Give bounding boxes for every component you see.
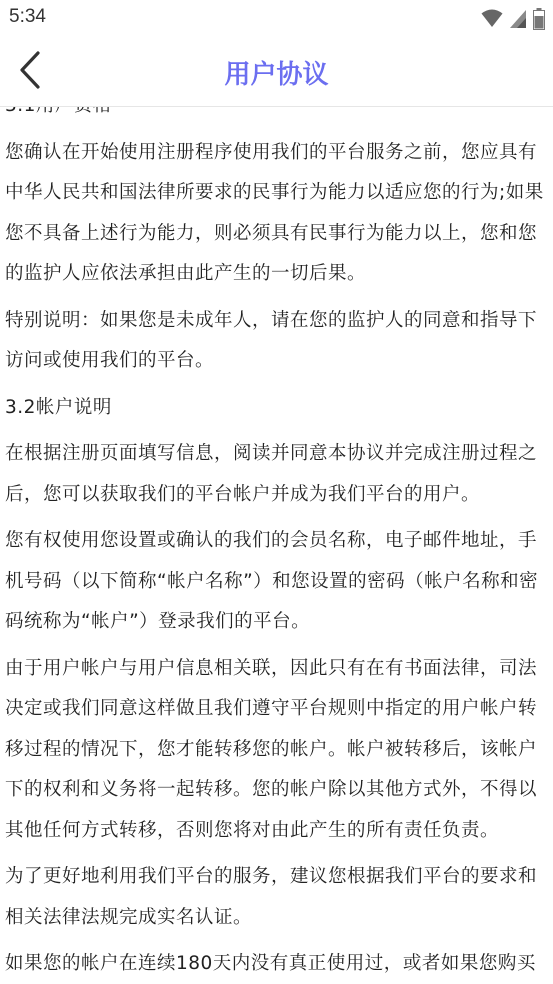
agreement-paragraph: 为了更好地利用我们平台的服务，建议您根据我们平台的要求和相关法律法规完成实名认证。 — [5, 866, 538, 928]
status-bar — [0, 0, 553, 38]
status-icons — [481, 8, 545, 30]
agreement-paragraph: 您确认在开始使用注册程序使用我们的平台服务之前，您应具有中华人民共和国法律所要求的民事行为能力以适应您的行为;如果您不具备上述行为能力，则必须具有民事行为能力以上，您和您的监护人应依法承担由此产生的一切后果。 — [5, 141, 544, 284]
battery-icon — [533, 8, 545, 30]
wifi-icon — [481, 9, 503, 29]
agreement-paragraph: 如果您的帐户在连续180天内没有真正使用过，或者如果您购买 — [5, 953, 536, 974]
agreement-paragraph: 您有权使用您设置或确认的我们的会员名称，电子邮件地址，手机号码（以下简称“帐户名称”）和您设置的密码（帐户名称和密码统称为“帐户”）登录我们的平台。 — [5, 530, 539, 632]
agreement-content[interactable] — [0, 86, 553, 984]
agreement-paragraph: 由于用户帐户与用户信息相关联，因此只有在有书面法律，司法决定或我们同意这样做且我们遵守平台规则中指定的用户帐户转移过程的情况下，您才能转移您的帐户。帐户被转移后，该帐户下的权利和义务将一起转移。您的帐户除以其他方式外，不得以其他任何方式转移，否则您将对由此产生的所有责任负责。 — [5, 657, 538, 841]
agreement-paragraph: 特别说明：如果您是未成年人，请在您的监护人的同意和指导下访问或使用我们的平台。 — [5, 309, 538, 371]
agreement-paragraph: 在根据注册页面填写信息，阅读并同意本协议并完成注册过程之后，您可以获取我们的平台帐户并成为我们平台的用户。 — [5, 443, 538, 505]
status-time: 5:34 — [9, 6, 46, 27]
page-title: 用户协议 — [224, 60, 329, 90]
signal-icon — [509, 9, 527, 29]
section-heading: 3.2帐户说明 — [5, 396, 112, 418]
nav-bar — [0, 38, 553, 107]
